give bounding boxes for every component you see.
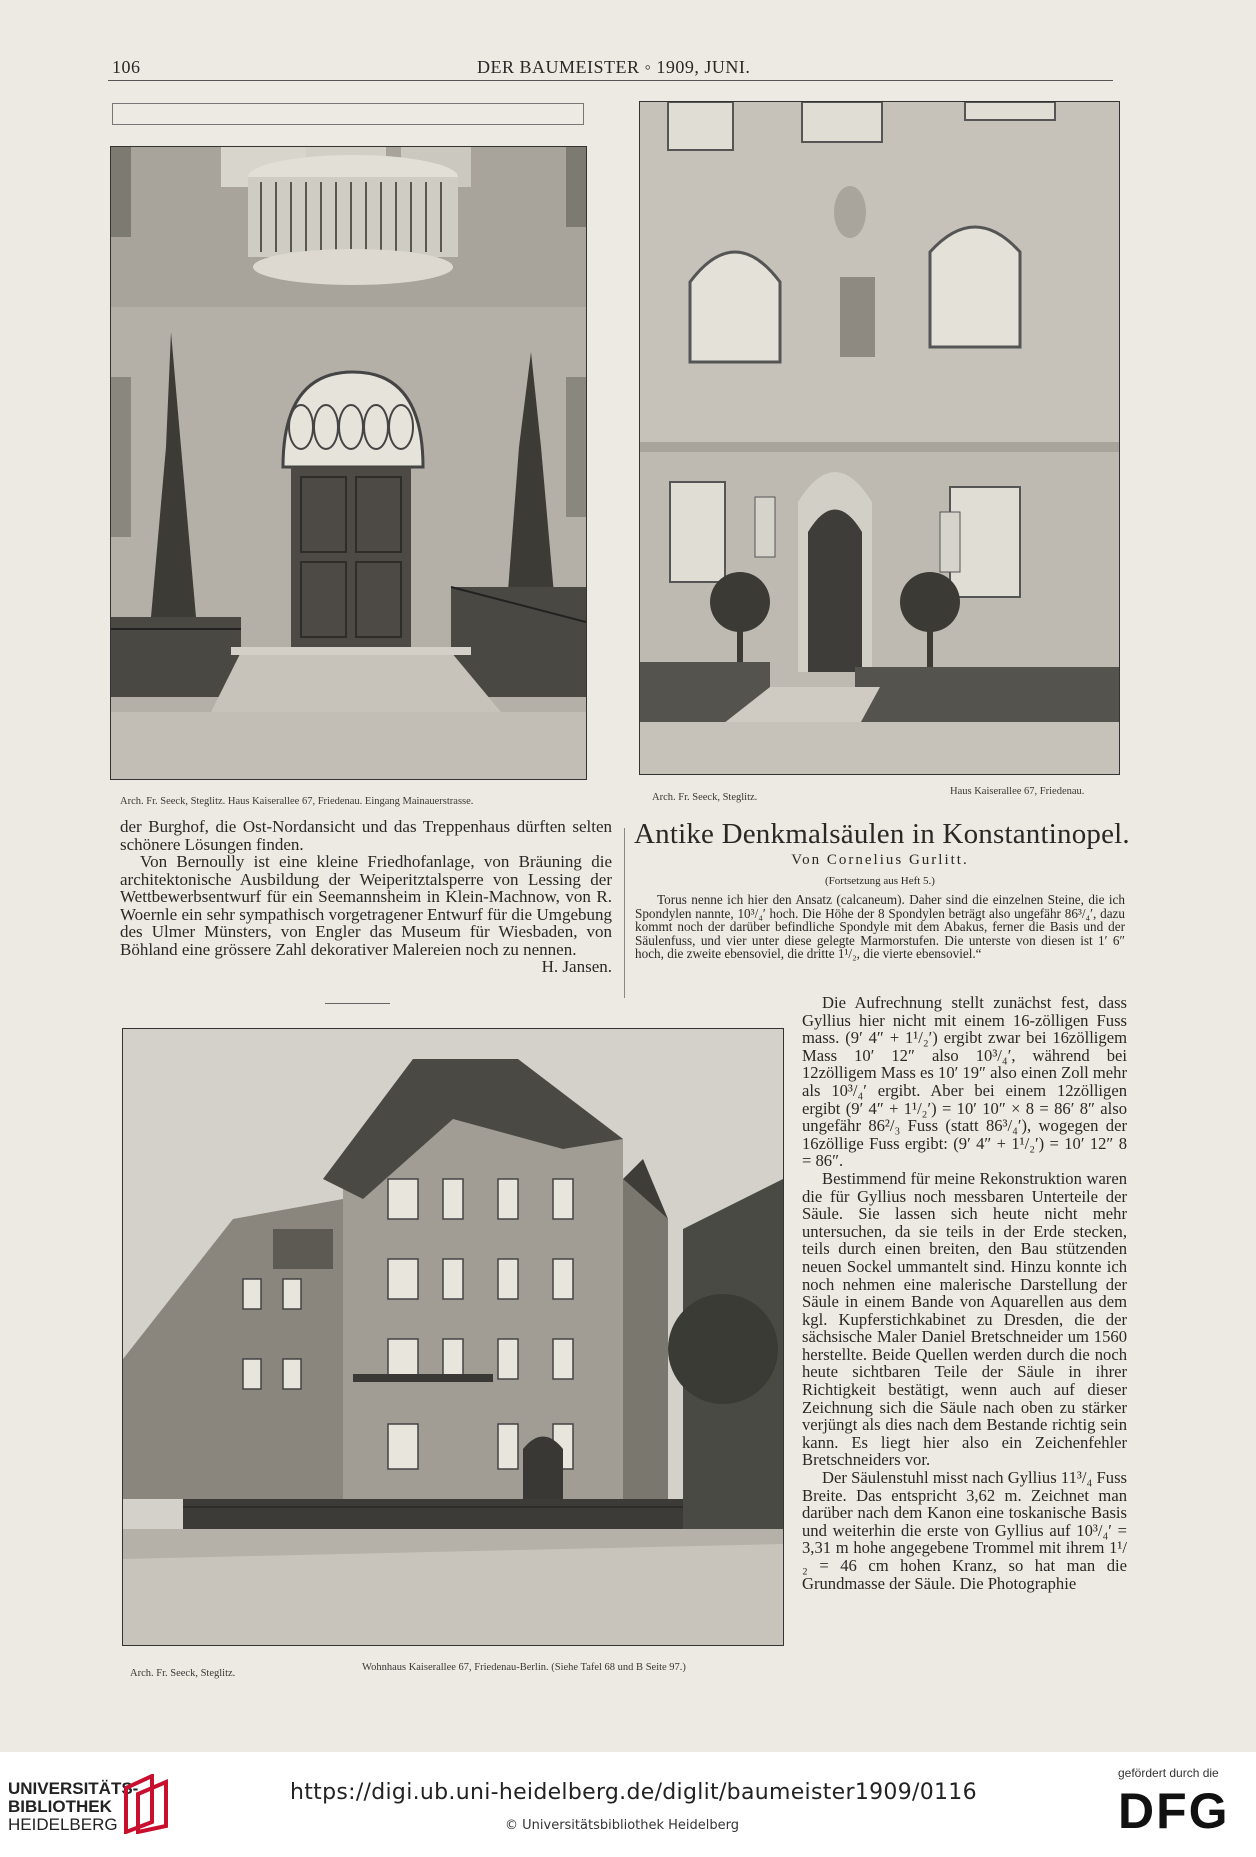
column-divider: [624, 828, 625, 998]
caption-photo-facade-left: Arch. Fr. Seeck, Steglitz.: [652, 792, 758, 803]
funded-by-label: gefördert durch die: [1118, 1766, 1219, 1780]
body-paragraph-1: Die Aufrechnung stellt zunächst fest, dass Gyllius hier nicht mit einem 16-zölligen Fuss mass. (9′ 4″ + 1¹/₂′) ergibt zwar bei 16zölligem Mass 10′ 12″ also 10³/₄′, während bei 12zölligem Mass es 10′ 19″ also einen Zoll mehr als 10³/₄′ ergibt. Aber bei einem 12zölligen ergibt (9′ 4″ + 1¹/₂′) = 10′ 10″ × 8 = 86′ 8″ also ungefähr 86²/₃ Fuss (statt 86³/₄′), wogegen der 16zöllige Fuss ergibt: (9′ 4″ + 1¹/₂′) = 10′ 12″ 8 = 86″.: [802, 993, 1127, 1171]
empty-frame: [112, 103, 584, 125]
caption-photo-entrance: Arch. Fr. Seeck, Steglitz. Haus Kaiserallee 67, Friedenau. Eingang Mainauerstrasse.: [120, 796, 474, 807]
library-logo-icon: [122, 1774, 170, 1834]
article-byline: Von Cornelius Gurlitt.: [791, 852, 969, 868]
header-rule: [108, 80, 1113, 81]
left-paragraph-1: der Burghof, die Ost-Nordansicht und das Treppenhaus dürften selten schönere Lösungen finden.: [120, 817, 612, 854]
left-column-text: [120, 818, 612, 976]
section-end-rule: [325, 1003, 390, 1004]
author-signature: H. Jansen.: [541, 957, 612, 976]
photo-entrance: [110, 146, 587, 780]
digitization-footer: [0, 1752, 1256, 1857]
copyright-notice: © Universitätsbibliothek Heidelberg: [505, 1818, 740, 1833]
photo-building: [122, 1028, 784, 1646]
article-title: Antike Denkmalsäulen in Konstantinopel.: [634, 818, 1130, 850]
left-paragraph-2: Von Bernoully ist eine kleine Friedhofanlage, von Bräuning die architektonische Ausbildung der Weiperitztalsperre von Lessing der Wettbewerbsentwurf für ein Seemannsheim in Klein-Machnow, von R. Woernle ein sehr sympathisch vorgetragener Entwurf für die Umgebung des Ulmer Münsters, von Engler das Museum für Wiesbaden, von Böhland eine grössere Zahl dekorativer Malereien noch zu nennen.: [120, 852, 612, 959]
library-wordmark: [8, 1780, 138, 1834]
library-name-line1: UNIVERSITÄTS-: [8, 1779, 139, 1798]
running-title: DER BAUMEISTER ◦ 1909, JUNI.: [477, 57, 751, 77]
body-paragraph-2: Bestimmend für meine Rekonstruktion waren die für Gyllius noch messbaren Unterteile der Säule. Sie lassen sich heute nicht mehr untersuchen, da sie teils in der Erde stecken, teils durch einen breiten, den Bau stützenden neuen Sockel ummantelt sind. Hinzu konnte ich noch nehmen eine malerische Darstellung der Säule in einem Bande von Aquarellen aus dem kgl. Kupferstichkabinet zu Dresden, die der sächsische Maler Daniel Bretschneider um 1560 herstellte. Beide Quellen werden durch die noch heute sichtbaren Teile der Säule in ihrer Richtigkeit bestätigt, wenn auch auf dieser Zeichnung sich die Säule nach oben zu stärker verjüngt als dies nach dem Bestande richtig sein kann. Es liegt hier also ein Zeichenfehler Bretschneiders vor.: [802, 1168, 1127, 1470]
photo-facade: [639, 101, 1120, 775]
caption-photo-building-right: Wohnhaus Kaiserallee 67, Friedenau-Berlin. (Siehe Tafel 68 und B Seite 97.): [362, 1662, 686, 1673]
body-paragraph-3: Der Säulenstuhl misst nach Gyllius 11³/₄ Fuss Breite. Das entspricht 3,62 m. Zeichnet man darüber nach dem Kanon eine toskanische Basis und weiterhin die erste von Gyllius auf 10³/₄′ = 3,31 m hohe angegebene Trommel mit ihrem 1¹/₂ = 46 cm hohen Kranz, so hat man die Grundmasse der Säule. Die Photographie: [802, 1468, 1127, 1593]
caption-photo-facade-right: Haus Kaiserallee 67, Friedenau.: [950, 786, 1085, 797]
running-head: [112, 57, 1112, 81]
caption-photo-building-left: Arch. Fr. Seeck, Steglitz.: [130, 1668, 236, 1679]
quote-text: Torus nenne ich hier den Ansatz (calcaneum). Daher sind die einzelnen Steine, die ich Spondylen nannte, 10³/₄′ hoch. Die Höhe der 8 Spondylen beträgt also ungefähr 86³/₄′, dazu kommt noch der darüber befindliche Spondyle mit dem Abakus, ferner die Basis und der Säulenfuss, und vier unter diese gelegte Marmorstufen. Die unterste von diesen ist 1′ 6″ hoch, die zweite ebensoviel, die dritte 1¹/₂, die vierte ebensoviel.“: [635, 892, 1125, 961]
library-name-line2: BIBLIOTHEK: [8, 1797, 112, 1816]
dfg-logo: DFG: [1118, 1783, 1230, 1839]
article-body-column: [802, 994, 1127, 1592]
library-name-line3: HEIDELBERG: [8, 1815, 118, 1834]
page-number: 106: [112, 57, 141, 77]
continuation-note: (Fortsetzung aus Heft 5.): [825, 875, 935, 887]
article-quote: [635, 893, 1125, 961]
permalink-url[interactable]: https://digi.ub.uni-heidelberg.de/diglit/baumeister1909/0116: [290, 1780, 977, 1805]
